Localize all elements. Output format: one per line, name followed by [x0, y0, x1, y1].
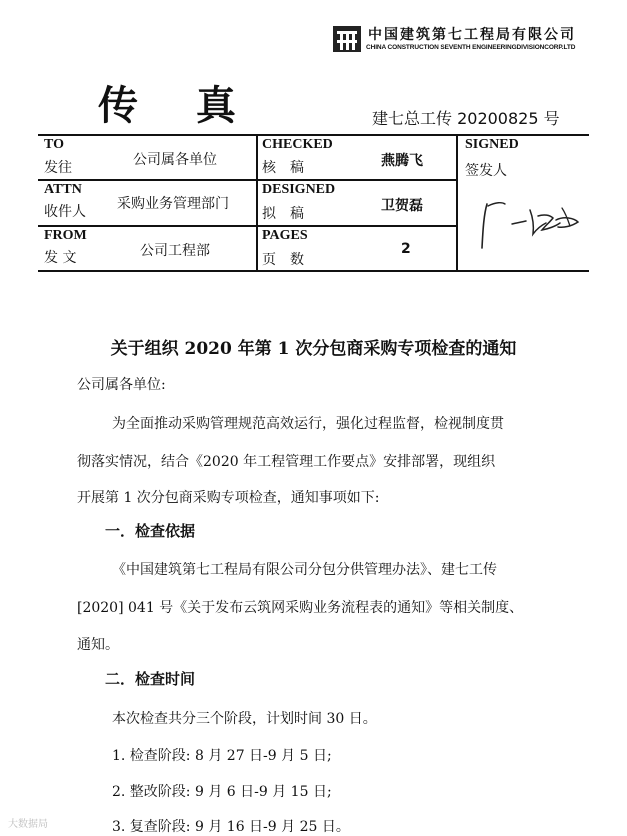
pages-value: 2: [401, 241, 411, 257]
checked-label-en: CHECKED: [262, 137, 333, 152]
designed-label-en: DESIGNED: [262, 182, 336, 197]
watermark-text: 大数据局: [8, 819, 48, 830]
pages-label-en: PAGES: [262, 228, 308, 243]
section-1-line-2: [2020] 041 号《关于发布云筑网采购业务流程表的通知》等相关制度、: [77, 600, 524, 616]
document-number: 建七总工传 20200825 号: [372, 109, 560, 128]
to-label-cn: 发往: [44, 160, 72, 176]
company-logo-icon: [333, 26, 361, 52]
intro-line-1: 为全面推动采购管理规范高效运行，强化过程监督，检视制度贯: [112, 416, 504, 432]
salutation: 公司属各单位:: [77, 377, 166, 393]
designed-value: 卫贺磊: [381, 198, 423, 214]
checked-value: 燕腾飞: [381, 153, 423, 169]
designed-label-cn: 拟 稿: [262, 206, 304, 222]
section-2-intro: 本次检查共分三个阶段，计划时间 30 日。: [112, 711, 377, 727]
notice-title: 关于组织 2020 年第 1 次分包商采购专项检查的通知: [110, 339, 517, 359]
fax-title: 传 真: [98, 82, 258, 129]
pages-label-cn: 页 数: [262, 252, 304, 268]
attn-label-cn: 收件人: [44, 204, 86, 220]
from-label-en: FROM: [44, 228, 87, 243]
intro-line-3: 开展第 1 次分包商采购专项检查，通知事项如下:: [77, 490, 380, 506]
to-value: 公司属各单位: [133, 152, 217, 168]
to-label-en: TO: [44, 137, 64, 152]
handwritten-signature: [478, 196, 588, 256]
signed-label-en: SIGNED: [465, 137, 519, 152]
from-value: 公司工程部: [140, 243, 210, 259]
section-1-heading: 一．检查依据: [105, 522, 196, 540]
checked-label-cn: 核 稿: [262, 160, 304, 176]
attn-label-en: ATTN: [44, 182, 82, 197]
company-name-en: CHINA CONSTRUCTION SEVENTH ENGINEERINGDIVISIONCORP.LTD: [366, 44, 576, 51]
attn-value: 采购业务管理部门: [117, 196, 229, 212]
section-2-heading: 二．检查时间: [105, 670, 196, 688]
stage-2: 2. 整改阶段: 9 月 6 日-9 月 15 日;: [112, 784, 332, 800]
section-1-line-3: 通知。: [77, 637, 119, 653]
from-label-cn: 发 文: [44, 250, 77, 266]
stage-3: 3. 复查阶段: 9 月 16 日-9 月 25 日。: [112, 819, 350, 835]
section-1-line-1: 《中国建筑第七工程局有限公司分包分供管理办法》、建七工传: [112, 562, 497, 578]
intro-line-2: 彻落实情况，结合《2020 年工程管理工作要点》安排部署，现组织: [77, 454, 496, 470]
company-name-cn: 中国建筑第七工程局有限公司: [368, 27, 576, 43]
signed-label-cn: 签发人: [465, 163, 507, 179]
stage-1: 1. 检查阶段: 8 月 27 日-9 月 5 日;: [112, 748, 332, 764]
